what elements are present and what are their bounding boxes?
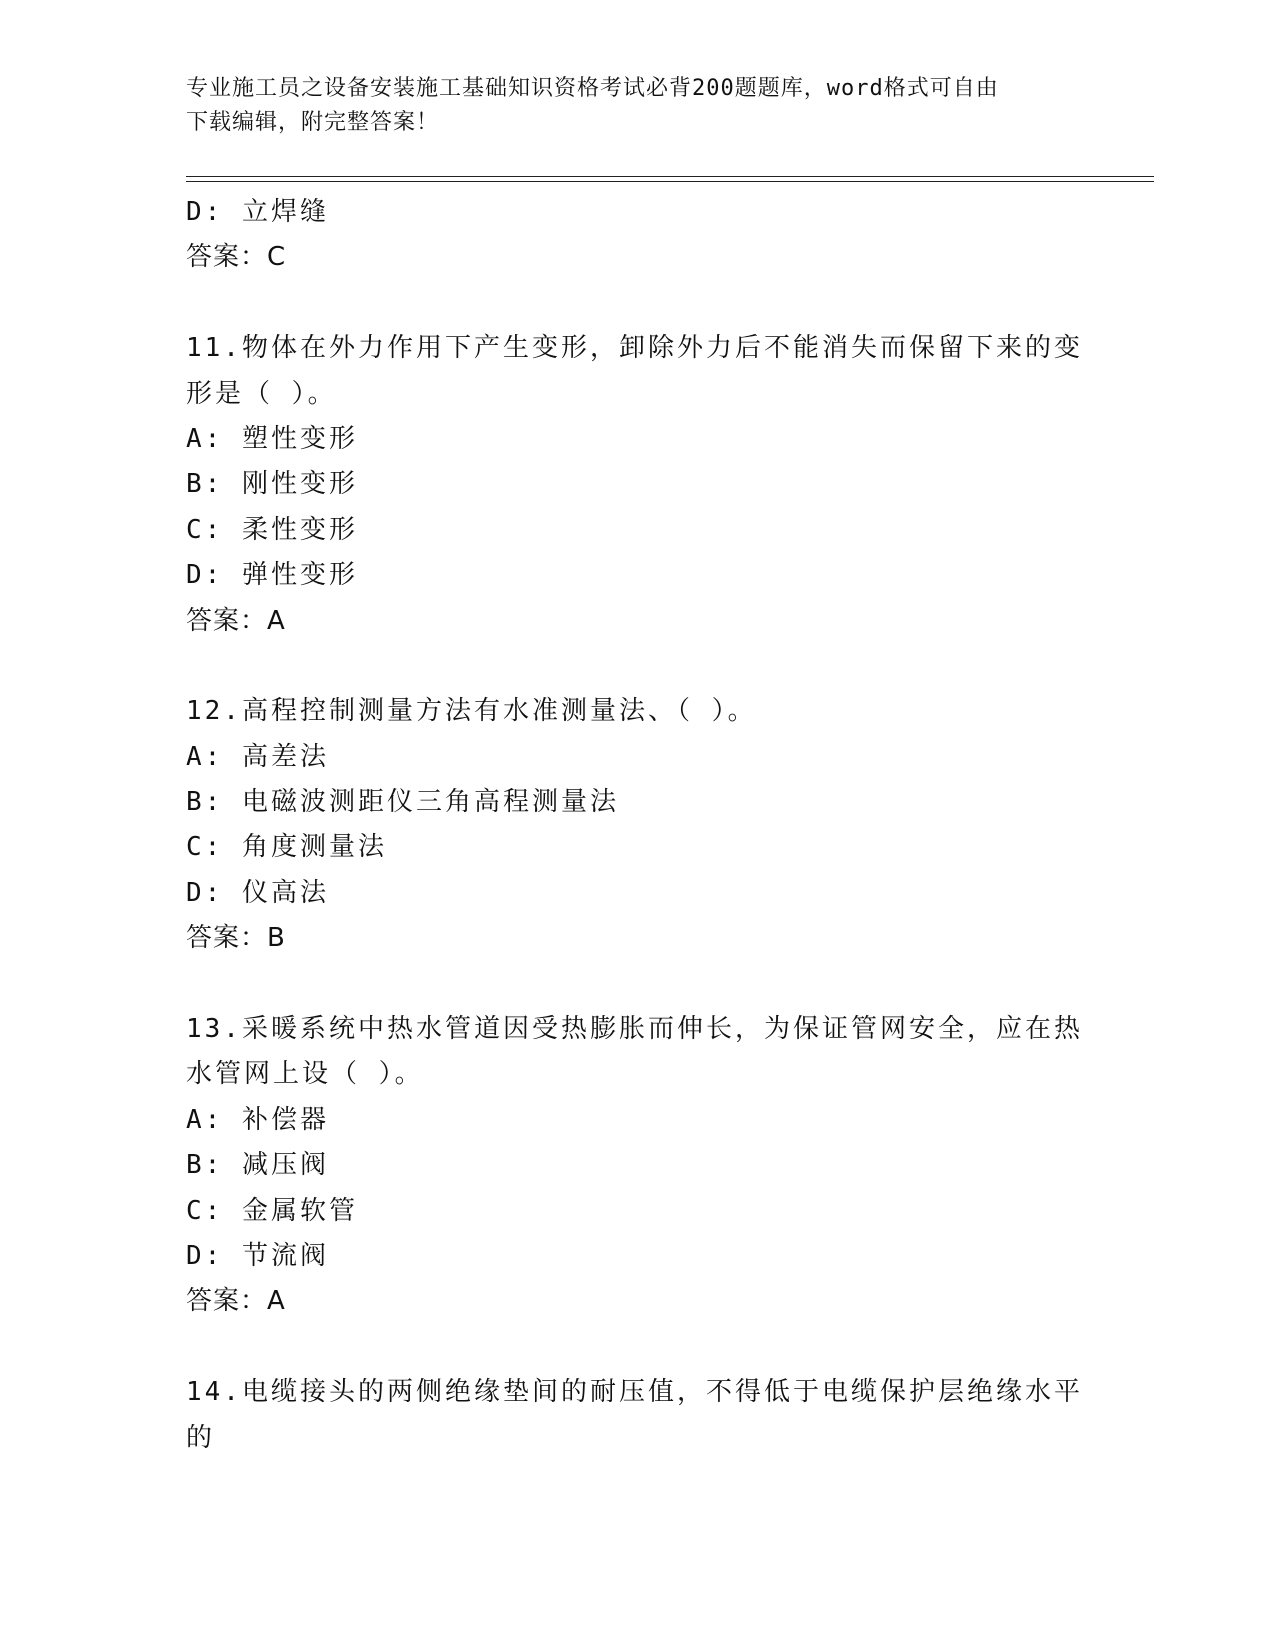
previous-question-tail bbox=[186, 190, 1086, 281]
option-a: A: 塑性变形 bbox=[186, 423, 358, 454]
question-12 bbox=[186, 689, 1086, 961]
option-d: D: 节流阀 bbox=[186, 1240, 329, 1271]
question-stem-line: 形是（ ）。 bbox=[186, 378, 337, 409]
answer-line: 答案：B bbox=[186, 923, 286, 954]
option-c: C: 柔性变形 bbox=[186, 514, 358, 545]
option-c: C: 金属软管 bbox=[186, 1195, 358, 1226]
header-line-2: 下载编辑，附完整答案！ bbox=[186, 110, 440, 135]
option-d: D: 立焊缝 bbox=[186, 197, 329, 227]
question-14 bbox=[186, 1370, 1086, 1461]
option-d: D: 弹性变形 bbox=[186, 560, 358, 591]
option-b: B: 减压阀 bbox=[186, 1150, 329, 1181]
question-stem-line: 13.采暖系统中热水管道因受热膨胀而伸长，为保证管网安全，应在热 bbox=[186, 1014, 1083, 1045]
question-list bbox=[186, 190, 1086, 1461]
question-stem-line: 11.物体在外力作用下产生变形，卸除外力后不能消失而保留下来的变 bbox=[186, 333, 1083, 364]
question-stem-line: 的 bbox=[186, 1422, 216, 1453]
header-divider-top bbox=[186, 176, 1154, 177]
question-stem-line: 12.高程控制测量方法有水准测量法、（ ）。 bbox=[186, 696, 757, 727]
question-stem-line: 14.电缆接头的两侧绝缘垫间的耐压值，不得低于电缆保护层绝缘水平 bbox=[186, 1377, 1083, 1408]
option-b: B: 电磁波测距仪三角高程测量法 bbox=[186, 787, 619, 818]
answer-line: 答案：C bbox=[186, 242, 287, 273]
option-d: D: 仪高法 bbox=[186, 877, 329, 908]
answer-line: 答案：A bbox=[186, 605, 286, 636]
spacer bbox=[186, 281, 1086, 326]
option-c: C: 角度测量法 bbox=[186, 832, 387, 863]
option-a: A: 高差法 bbox=[186, 741, 329, 772]
spacer bbox=[186, 1325, 1086, 1370]
spacer bbox=[186, 962, 1086, 1007]
header-line-1: 专业施工员之设备安装施工基础知识资格考试必背200题题库，word格式可自由 bbox=[186, 76, 999, 101]
header-divider-bottom bbox=[186, 181, 1154, 182]
answer-line: 答案：A bbox=[186, 1286, 286, 1317]
question-11 bbox=[186, 326, 1086, 644]
page-header bbox=[186, 72, 1066, 140]
option-a: A: 补偿器 bbox=[186, 1104, 329, 1135]
spacer bbox=[186, 644, 1086, 689]
question-stem-line: 水管网上设（ ）。 bbox=[186, 1059, 424, 1090]
question-13 bbox=[186, 1007, 1086, 1325]
option-b: B: 刚性变形 bbox=[186, 469, 358, 500]
